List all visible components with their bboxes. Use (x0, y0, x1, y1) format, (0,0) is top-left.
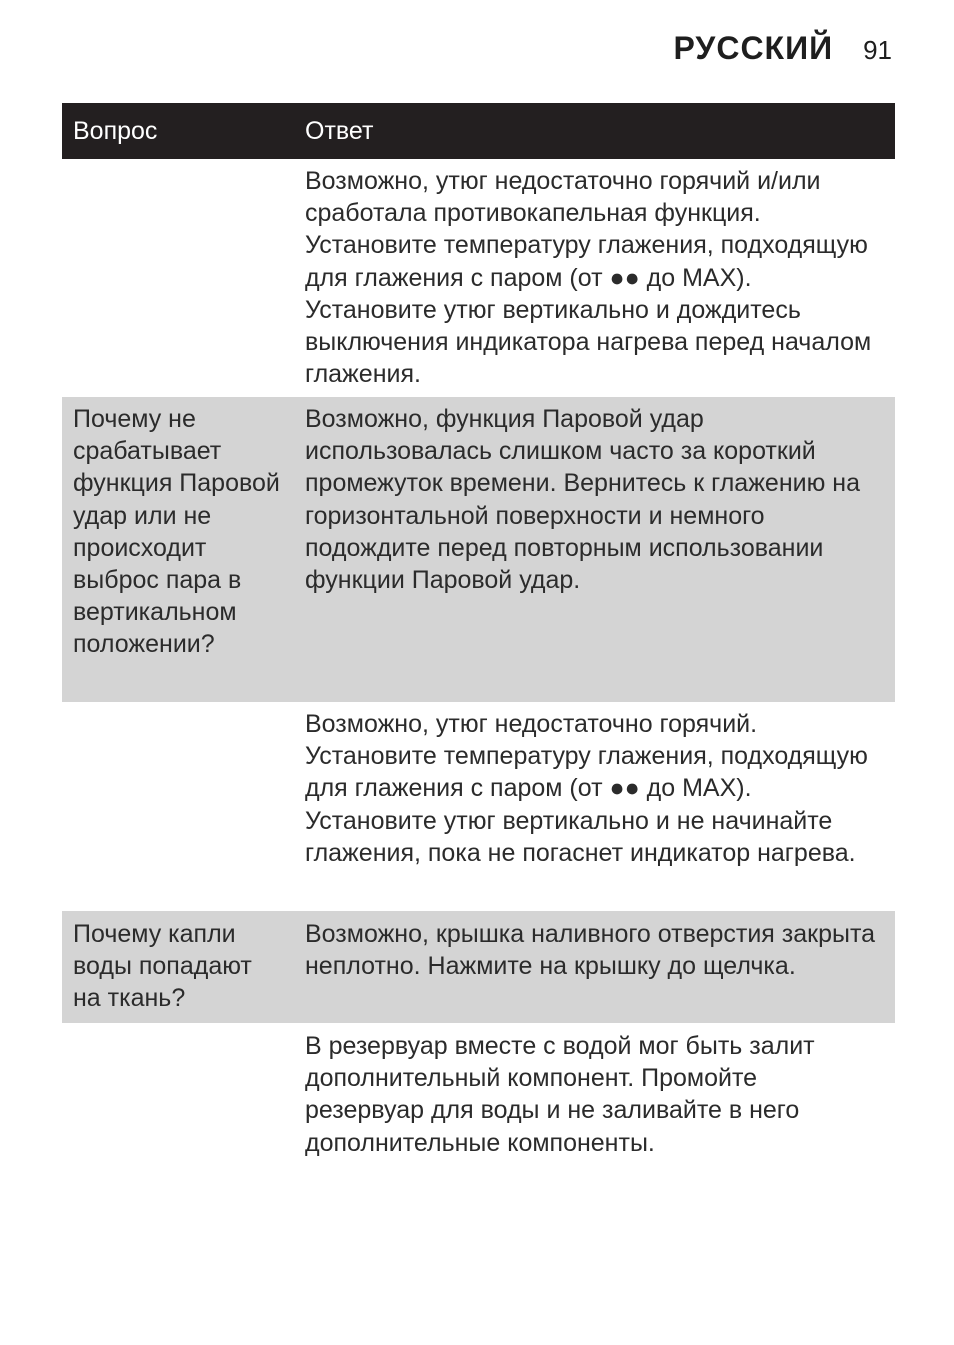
troubleshooting-table (62, 103, 895, 1173)
table-header-row (62, 103, 895, 159)
column-header-answer: Ответ (305, 116, 374, 145)
answer-cell: Возможно, утюг недостаточно горячий и/или сработала противокапельная функция. Установите температуру глажения, подходящую для глажения с паром (от ●● до MAX). Установите утюг вертикально и дождитесь выключения индикатора нагрева перед началом глажения. (305, 167, 872, 389)
table-row (62, 1023, 895, 1173)
question-cell (62, 708, 294, 911)
table-row (62, 397, 895, 702)
answer-cell: В резервуар вместе с водой мог быть залит дополнительный компонент. Промойте резервуар для воды и не заливайте в него дополнительные компоненты. (305, 1032, 815, 1157)
page-header (674, 30, 893, 67)
question-cell: Почему не срабатывает функция Паровой удар или не происходит выброс пара в вертикальном положении? (73, 405, 280, 659)
answer-cell: Возможно, крышка наливного отверстия закрыта неплотно. Нажмите на крышку до щелчка. (305, 920, 876, 981)
column-header-question: Вопрос (73, 116, 158, 145)
table-row (62, 911, 895, 1023)
question-cell (62, 165, 294, 397)
table-row (62, 702, 895, 911)
section-language-title: РУССКИЙ (673, 30, 834, 66)
question-cell (62, 1030, 294, 1173)
answer-cell: Возможно, утюг недостаточно горячий. Установите температуру глажения, подходящую для глажения с паром (от ●● до MAX). Установите утюг вертикально и не начинайте глажения, пока не погаснет индикатор нагрева. (305, 710, 868, 867)
answer-cell: Возможно, функция Паровой удар использовалась слишком часто за короткий промежуток времени. Вернитесь к глажению на горизонтальной поверхности и немного подождите перед повторным использовании функции Паровой удар. (305, 405, 861, 595)
question-cell: Почему капли воды попадают на ткань? (73, 920, 252, 1013)
table-row (62, 159, 895, 397)
page-number: 91 (863, 35, 892, 65)
